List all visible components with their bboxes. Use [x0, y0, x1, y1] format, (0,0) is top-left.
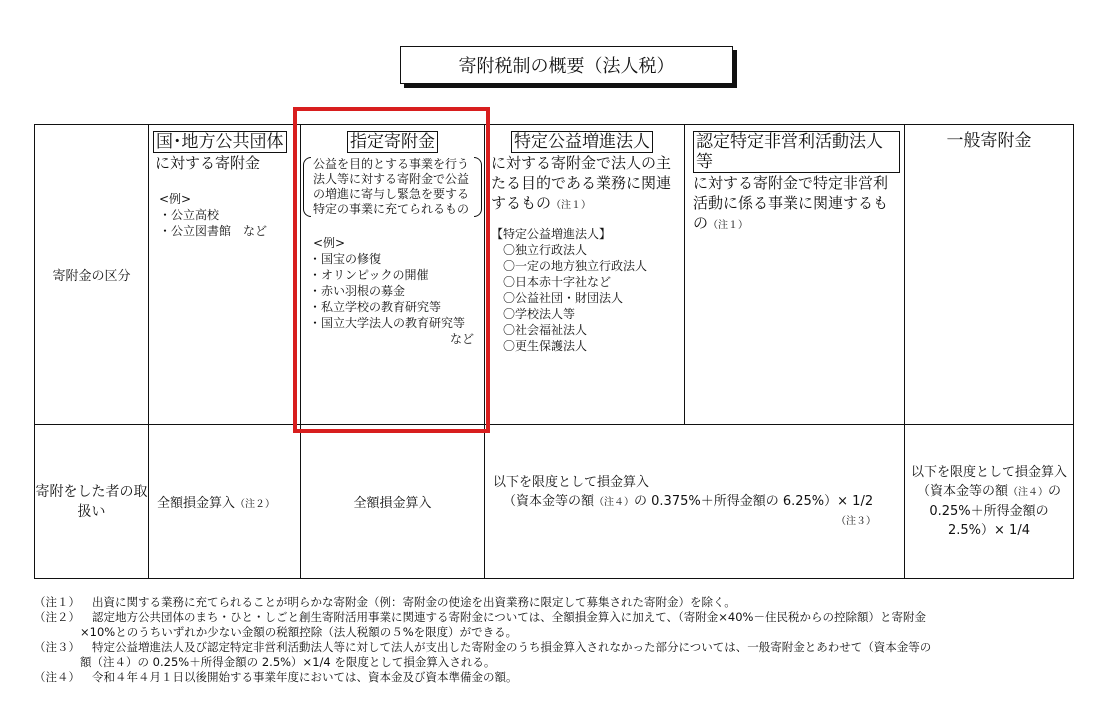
- treatment-limit-formula: （資本金等の額（注４）の 0.375%＋所得金額の 6.25%）× 1/2: [503, 493, 874, 509]
- row-header-category: 寄附金の区分: [35, 125, 149, 425]
- desc-certified-npo: に対する寄附金で特定非営利活動に係る事業に関連するもの（注１）: [693, 174, 889, 232]
- desc-local-government: に対する寄附金: [155, 154, 261, 172]
- heading-specified-public-interest: 特定公益増進法人: [511, 131, 653, 153]
- heading-certified-npo: 認定特定非営利活動法人等: [693, 131, 900, 173]
- examples-tail: など: [449, 332, 474, 346]
- footnote-1: （注１） 出資に関する業務に充てられることが明らかな寄附金（例：寄附金の使途を出資業務に限定して募集された寄附金）を除く。: [34, 595, 736, 609]
- desc-specified-public-interest: に対する寄附金で法人の主たる目的である業務に関連するもの（注１）: [491, 154, 672, 212]
- footnote-2-cont: ×10%とのうちいずれか少ない金額の税額控除（法人税額の５%を限度）ができる。: [80, 625, 518, 639]
- list-item: 〇一定の地方独立行政法人: [503, 259, 648, 273]
- example-label: <例>: [159, 192, 192, 206]
- list-item: ・公立高校: [159, 208, 220, 222]
- examples-designated-donation: [301, 251, 484, 331]
- footnotes: [34, 595, 1074, 685]
- heading-local-government: 国･地方公共団体: [153, 131, 287, 153]
- heading-designated-donation: 指定寄附金: [347, 131, 438, 153]
- specified-corporations-list: [491, 242, 680, 354]
- list-item: ・赤い羽根の募金: [309, 284, 406, 298]
- desc-designated-donation: 公益を目的とする事業を行う法人等に対する寄附金で公益の増進に寄与し緊急を要する特定の事業に充てられるもの: [303, 157, 482, 217]
- treatment-specified-and-npo: [485, 425, 905, 579]
- footnote-4: （注４） 令和４年４月１日以後開始する事業年度においては、資本金及び資本準備金の額。: [34, 670, 518, 684]
- treatment-note: （注３）: [836, 515, 876, 527]
- treatment-designated-donation: 全額損金算入: [301, 425, 485, 579]
- examples-local-government: [155, 207, 296, 239]
- group-label: 【特定公益増進法人】: [491, 227, 612, 241]
- list-item: 〇更生保護法人: [503, 339, 588, 353]
- list-item: 〇社会福祉法人: [503, 323, 588, 337]
- list-item: 〇学校法人等: [503, 307, 576, 321]
- row-header-treatment: 寄附をした者の取扱い: [35, 425, 149, 579]
- column-specified-public-interest: [485, 125, 685, 425]
- footnote-3: （注３） 特定公益増進法人及び認定特定非営利活動法人等に対して法人が支出した寄附金のうち損金算入されなかった部分については、一般寄附金とあわせて（資本金等の: [34, 640, 932, 654]
- column-certified-npo: [685, 125, 905, 425]
- category-row: [35, 125, 1074, 425]
- column-general-donation: [905, 125, 1074, 425]
- list-item: 〇独立行政法人: [503, 243, 588, 257]
- list-item: 〇公益社団・財団法人: [503, 291, 624, 305]
- treatment-limit-label: 以下を限度として損金算入: [493, 474, 650, 490]
- page-title: 寄附税制の概要（法人税）: [400, 46, 733, 84]
- treatment-general-donation: 以下を限度として損金算入 （資本金等の額（注４）の 0.25%＋所得金額の 2.5%）× 1/4: [905, 425, 1074, 579]
- footnote-2: （注２） 認定地方公共団体のまち・ひと・しごと創生寄附活用事業に関連する寄附金については、全額損金算入に加えて、（寄附金×40%－住民税からの控除額）と寄附金: [34, 610, 926, 624]
- list-item: ・オリンピックの開催: [309, 268, 429, 282]
- treatment-local-government: 全額損金算入（注２）: [149, 425, 301, 579]
- footnote-3-cont: 額（注４）の 0.25%＋所得金額の 2.5%）×1/4 を限度として損金算入される。: [80, 655, 496, 669]
- treatment-row: [35, 425, 1074, 579]
- list-item: ・国立大学法人の教育研究等: [309, 316, 466, 330]
- list-item: ・私立学校の教育研究等: [309, 300, 442, 314]
- column-designated-donation: [301, 125, 485, 425]
- list-item: ・国宝の修復: [309, 252, 382, 266]
- heading-general-donation: 一般寄附金: [946, 131, 1032, 151]
- example-label: <例>: [313, 236, 346, 250]
- list-item: 〇日本赤十字社など: [503, 275, 612, 289]
- tax-table: [34, 124, 1074, 579]
- column-local-government: [149, 125, 301, 425]
- list-item: ・公立図書館 など: [159, 224, 268, 238]
